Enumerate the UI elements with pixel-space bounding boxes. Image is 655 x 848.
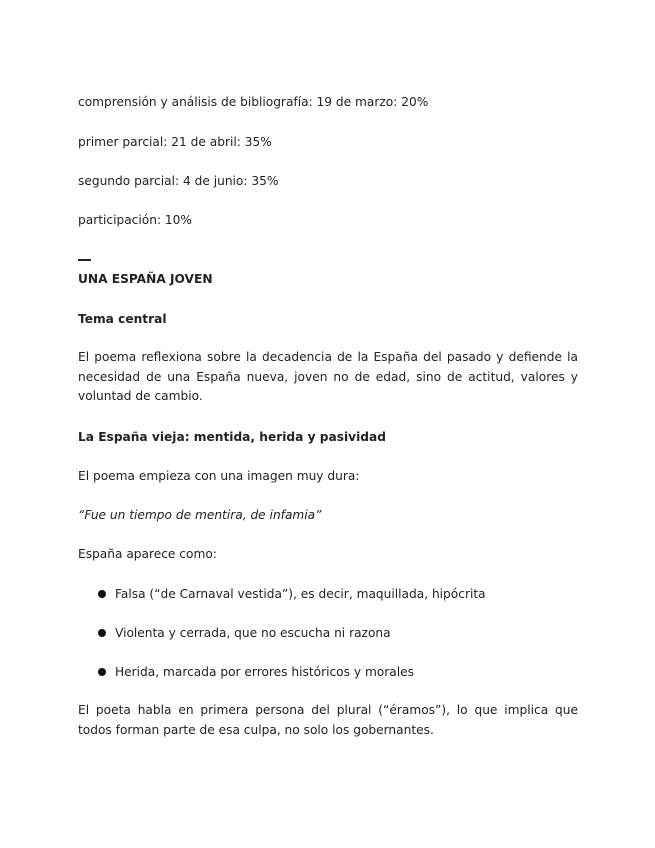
characteristics-list-2	[78, 623, 578, 643]
characteristics-list	[78, 584, 578, 604]
appears-as-text: España aparece como:	[78, 547, 217, 561]
grading-item-participation: participación: 10%	[78, 213, 193, 227]
intro-text: El poema empieza con una imagen muy dura:	[78, 469, 360, 483]
theme-paragraph: El poema reflexiona sobre la decadencia de la España del pasado y defiende la necesidad de una España nueva, joven no de edad, sino de actitud, valores y voluntad de cambio.	[78, 350, 578, 403]
list-item	[78, 584, 578, 604]
list-item-text: Violenta y cerrada, que no escucha ni razona	[115, 626, 391, 640]
bullet-dot-icon	[98, 629, 106, 637]
section-divider	[78, 259, 91, 261]
section-title: UNA ESPAÑA JOVEN	[78, 272, 213, 286]
grading-item-bibliography: comprensión y análisis de bibliografía: 19 de marzo: 20%	[78, 95, 429, 109]
list-item	[78, 662, 578, 682]
list-item-text: Falsa (“de Carnaval vestida”), es decir, maquillada, hipócrita	[115, 587, 486, 601]
closing-paragraph: El poeta habla en primera persona del plural (“éramos”), lo que implica que todos forman parte de esa culpa, no solo los gobernantes.	[78, 703, 578, 737]
theme-heading: Tema central	[78, 312, 167, 326]
poem-quote: “Fue un tiempo de mentira, de infamia”	[78, 508, 322, 522]
list-item	[78, 623, 578, 643]
list-item-text: Herida, marcada por errores históricos y morales	[115, 665, 414, 679]
characteristics-list-3	[78, 662, 578, 682]
grading-item-second-exam: segundo parcial: 4 de junio: 35%	[78, 174, 279, 188]
grading-item-first-exam: primer parcial: 21 de abril: 35%	[78, 135, 272, 149]
bullet-dot-icon	[98, 668, 106, 676]
subsection-heading: La España vieja: mentida, herida y pasividad	[78, 430, 386, 444]
bullet-dot-icon	[98, 590, 106, 598]
